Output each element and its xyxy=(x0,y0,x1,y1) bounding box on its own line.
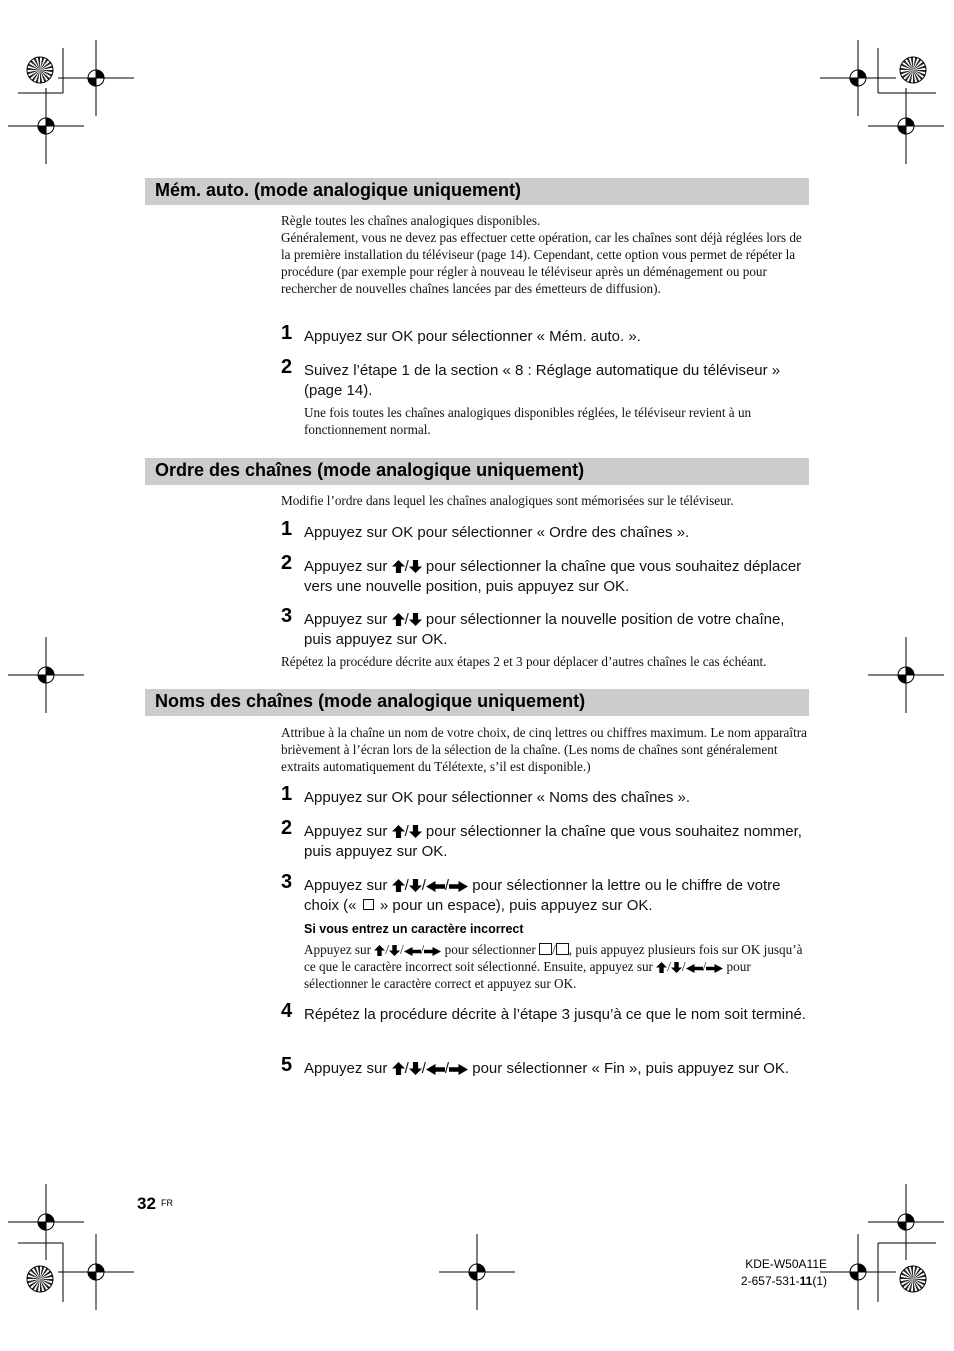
document-code: 2-657-531-11(1) xyxy=(740,1274,827,1288)
step-text: Suivez l’étape 1 de la section « 8 : Réglage automatique du téléviseur » (page 14). xyxy=(304,362,781,399)
step-number: 1 xyxy=(281,518,293,540)
note-text: Une fois toutes les chaînes analogiques disponibles réglées, le téléviseur revient à un fonctionnement normal. xyxy=(304,405,752,437)
step-text: Appuyez sur / pour sélectionner la chaîne que vous souhaitez nommer, puis appuyez sur OK. xyxy=(304,823,802,860)
step-4 xyxy=(281,1000,811,1025)
model-number: KDE-W50A11E xyxy=(745,1257,827,1271)
section-header-noms-chaines xyxy=(145,689,809,716)
section-title: Noms des chaînes (mode analogique uniquement) xyxy=(155,691,586,711)
insert-key-icon xyxy=(556,943,569,955)
step-text: Appuyez sur OK pour sélectionner « Mém. auto. ». xyxy=(304,328,641,345)
step-1 xyxy=(281,783,811,808)
step-number: 3 xyxy=(281,871,293,893)
sunburst-target xyxy=(900,57,926,83)
step-3 xyxy=(281,871,811,916)
step-text: Répétez la procédure décrite à l’étape 3 jusqu’à ce que le nom soit terminé. xyxy=(304,1006,806,1023)
step-number: 3 xyxy=(281,605,293,627)
step-number: 4 xyxy=(281,1000,293,1022)
section-title: Ordre des chaînes (mode analogique uniquement) xyxy=(155,460,585,480)
step-2 xyxy=(281,552,811,597)
intro-text: Attribue à la chaîne un nom de votre choix, de cinq lettres ou chiffres maximum. Le nom apparaîtra brièvement à l’écran lors de la sélection de la chaîne. (Les noms de chaînes sont généralement extraits automatiquement du Télétexte, s’il est disponible.) xyxy=(281,725,807,774)
step-3 xyxy=(281,605,811,650)
four-way-arrow-icon: / / / xyxy=(656,959,723,974)
step-2 xyxy=(281,356,811,401)
intro-text: Modifie l’ordre dans lequel les chaînes analogiques sont mémorisées sur le téléviseur. xyxy=(281,493,734,508)
up-down-arrow-icon: / xyxy=(392,558,422,575)
step-2 xyxy=(281,817,811,862)
step-number: 2 xyxy=(281,356,293,378)
section-header-ordre-chaines xyxy=(145,458,809,485)
step-text: Appuyez sur OK pour sélectionner « Ordre des chaînes ». xyxy=(304,524,690,541)
step-text: Appuyez sur / pour sélectionner la nouvelle position de votre chaîne, puis appuyez sur OK. xyxy=(304,611,785,648)
step-number: 1 xyxy=(281,322,293,344)
step-1 xyxy=(281,518,811,543)
up-down-arrow-icon: / xyxy=(392,611,422,628)
model-info xyxy=(741,1256,827,1290)
step-text: Appuyez sur / / / pour sélectionner la lettre ou le chiffre de votre choix (« » pour un espace), puis appuyez sur OK. xyxy=(304,877,781,914)
section-title: Mém. auto. (mode analogique uniquement) xyxy=(155,180,522,200)
section-header-mem-auto xyxy=(145,178,809,205)
step-number: 2 xyxy=(281,817,293,839)
step-number: 5 xyxy=(281,1054,293,1076)
sunburst-target xyxy=(27,57,53,83)
page-number: 32 xyxy=(137,1194,156,1213)
backspace-key-icon xyxy=(539,943,552,955)
sunburst-target xyxy=(27,1266,53,1292)
step-number: 2 xyxy=(281,552,293,574)
four-way-arrow-icon: / / / xyxy=(392,1060,469,1077)
step-1 xyxy=(281,322,811,347)
step-text: Appuyez sur / pour sélectionner la chaîne que vous souhaitez déplacer vers une nouvelle position, puis appuyez sur OK. xyxy=(304,558,802,595)
four-way-arrow-icon: / / / xyxy=(374,942,441,957)
step-number: 1 xyxy=(281,783,293,805)
space-box-icon xyxy=(363,899,374,910)
subnote-text: Appuyez sur / / / pour sélectionner / , puis appuyez plusieurs fois sur OK jusqu’à ce que le caractère incorrect soit sélectionné. Ensuite, appuyez sur / / / pour sélectionner le caractère correct et appuyez sur OK. xyxy=(304,942,803,991)
up-down-arrow-icon: / xyxy=(392,823,422,840)
step-text: Appuyez sur / / / pour sélectionner « Fin », puis appuyez sur OK. xyxy=(304,1060,790,1077)
subnote-title: Si vous entrez un caractère incorrect xyxy=(304,922,524,936)
step-text: Appuyez sur OK pour sélectionner « Noms des chaînes ». xyxy=(304,789,691,806)
footer-note-text: Répétez la procédure décrite aux étapes 2 et 3 pour déplacer d’autres chaînes le cas échéant. xyxy=(281,654,767,669)
step-5 xyxy=(281,1054,811,1079)
page-language: FR xyxy=(161,1198,173,1208)
intro-text: Règle toutes les chaînes analogiques disponibles. Généralement, vous ne devez pas effectuer cette opération, car les chaînes sont déjà réglées lors de la première installation du téléviseur (page 14). Cependant, cette option vous permet de répéter la procédure (par exemple pour régler à nouveau le téléviseur après un déménagement ou pour rechercher de nouvelles chaînes lancées par des émetteurs de diffusion). xyxy=(281,213,802,296)
sunburst-target xyxy=(900,1266,926,1292)
four-way-arrow-icon: / / / xyxy=(392,877,469,894)
